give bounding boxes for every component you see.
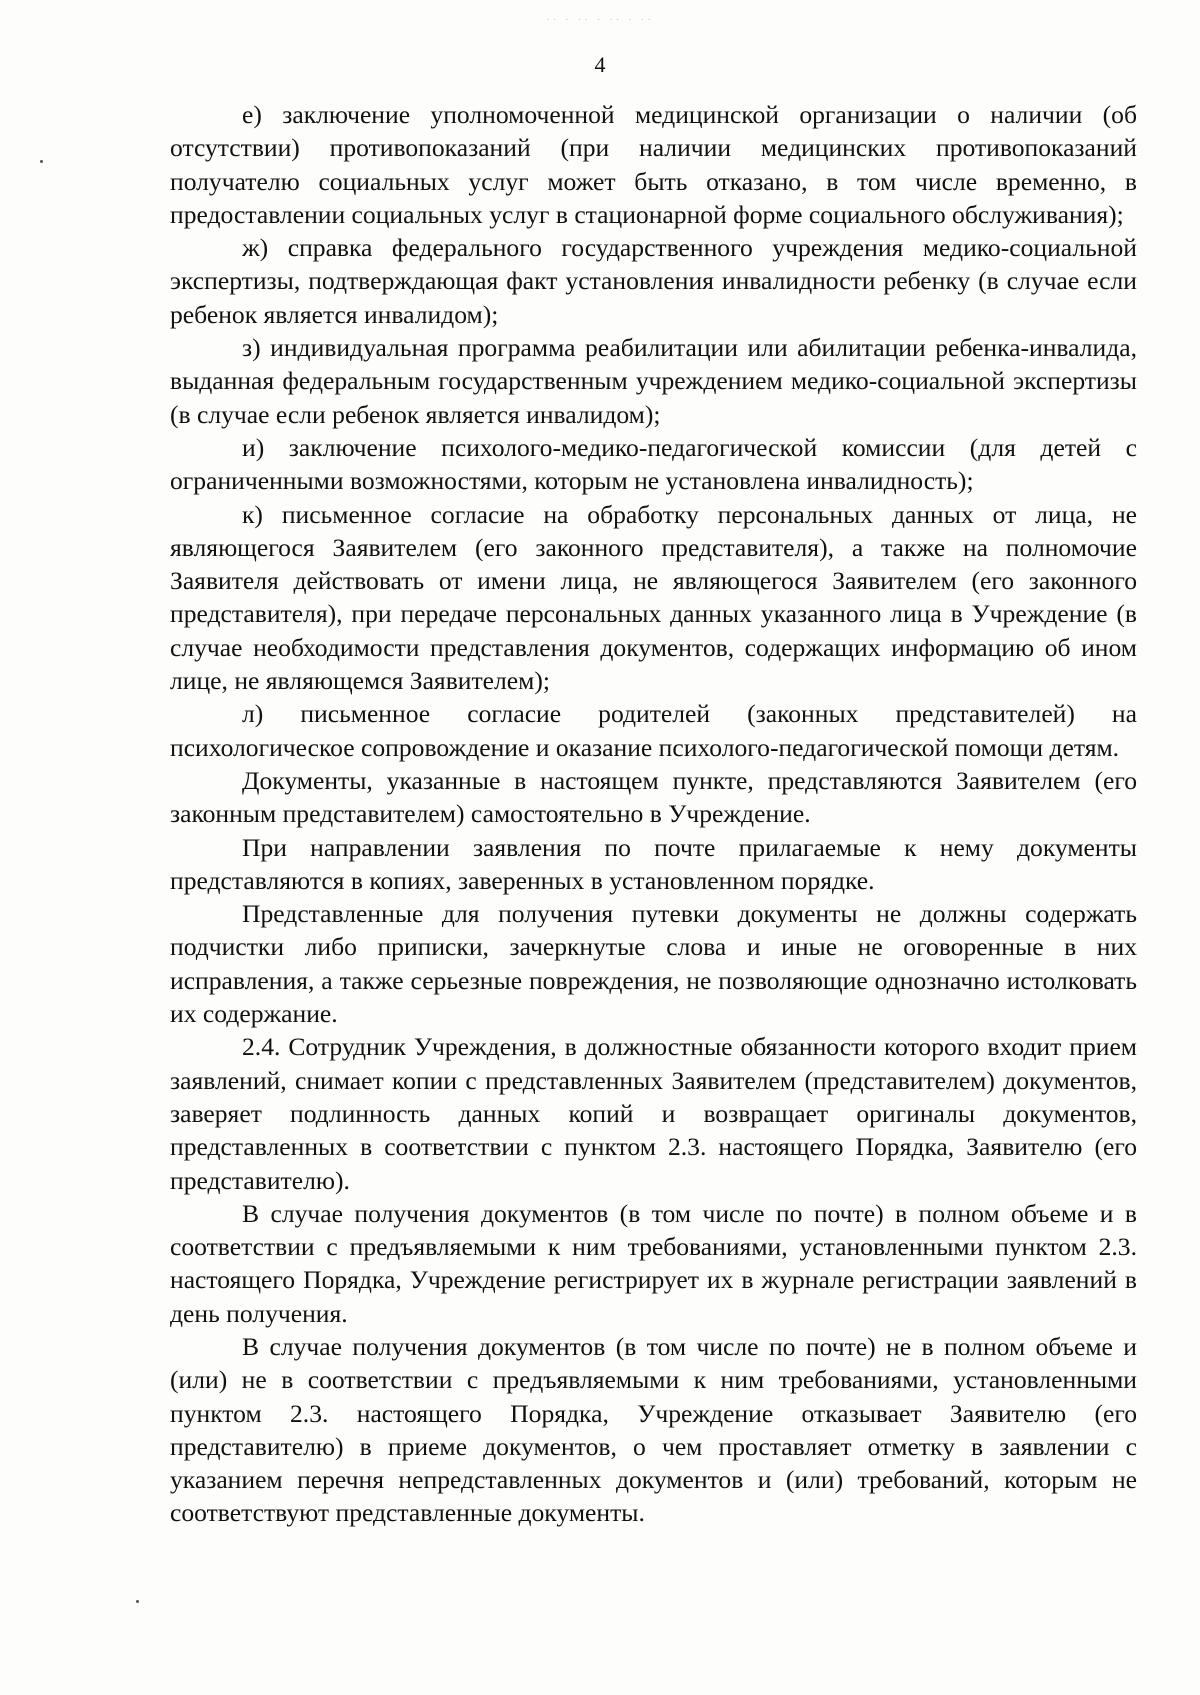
page-number: 4: [594, 52, 606, 77]
scan-artifact: ·· · ·· · ·· · ··: [546, 14, 654, 26]
paragraph-item-i: и) заключение психолого-медико-педагогической комиссии (для детей с ограниченными возможностями, которым не установлена инвалидность);: [170, 432, 1137, 496]
scan-speck: [136, 1600, 139, 1603]
paragraph-postal-submission: При направлении заявления по почте прилагаемые к нему документы представляются в копиях, заверенных в установленном порядке.: [170, 832, 1137, 895]
paragraph-item-z: з) индивидуальная программа реабилитации или абилитации ребенка-инвалида, выданная федеральным государственным учреждением медико-социальной экспертизы (в случае если ребенок является инвалидом);: [170, 333, 1137, 429]
paragraph-item-e: е) заключение уполномоченной медицинской организации о наличии (об отсутствии) противопоказаний (при наличии медицинских противопоказаний получателю социальных услуг может быть отказано, в том числе временно, в предоставлении социальных услуг в стационарной форме социального обслуживания);: [170, 100, 1137, 229]
paragraph-item-k: к) письменное согласие на обработку персональных данных от лица, не являющегося Заявителем (его законного представителя), а также на полномочие Заявителя действовать от имени лица, не являющегося Заявителем (его законного представителя), при передаче персональных данных указанного лица в Учреждение (в случае необходимости представления документов, содержащих информацию об ином лице, не являющемся Заявителем);: [170, 499, 1137, 696]
paragraph-document-requirements: Представленные для получения путевки документы не должны содержать подчистки либо приписки, зачеркнутые слова и иные не оговоренные в них исправления, а также серьезные повреждения, не позволяющие однозначно истолковать их содержание.: [170, 899, 1137, 1029]
document-body: [170, 98, 1137, 1530]
paragraph-section-2-4: 2.4. Сотрудник Учреждения, в должностные обязанности которого входит прием заявлений, снимает копии с представленных Заявителем (представителем) документов, заверяет подлинность данных копий и возвращает оригиналы документов, представленных в соответствии с пунктом 2.3. настоящего Порядка, Заявителю (его представителю).: [170, 1032, 1137, 1195]
paragraph-refusal: В случае получения документов (в том числе по почте) не в полном объеме и (или) не в соответствии с предъявляемыми к ним требованиями, установленными пунктом 2.3. настоящего Порядка, Учреждение отказывает Заявителю (его представителю) в приеме документов, о чем проставляет отметку в заявлении с указанием перечня непредставленных документов и (или) требований, которым не соответствуют представленные документы.: [170, 1331, 1137, 1528]
paragraph-item-zh: ж) справка федерального государственного учреждения медико-социальной экспертизы, подтверждающая факт установления инвалидности ребенку (в случае если ребенок является инвалидом);: [170, 233, 1137, 329]
paragraph-documents-submission: Документы, указанные в настоящем пункте, представляются Заявителем (его законным представителем) самостоятельно в Учреждение.: [170, 765, 1137, 829]
scan-speck: [40, 160, 43, 163]
paragraph-registration: В случае получения документов (в том числе по почте) в полном объеме и в соответствии с предъявляемыми к ним требованиями, установленными пунктом 2.3. настоящего Порядка, Учреждение регистрирует их в журнале регистрации заявлений в день получения.: [170, 1198, 1137, 1328]
paragraph-item-l: л) письменное согласие родителей (законных представителей) на психологическое сопровождение и оказание психолого-педагогической помощи детям.: [170, 699, 1137, 762]
